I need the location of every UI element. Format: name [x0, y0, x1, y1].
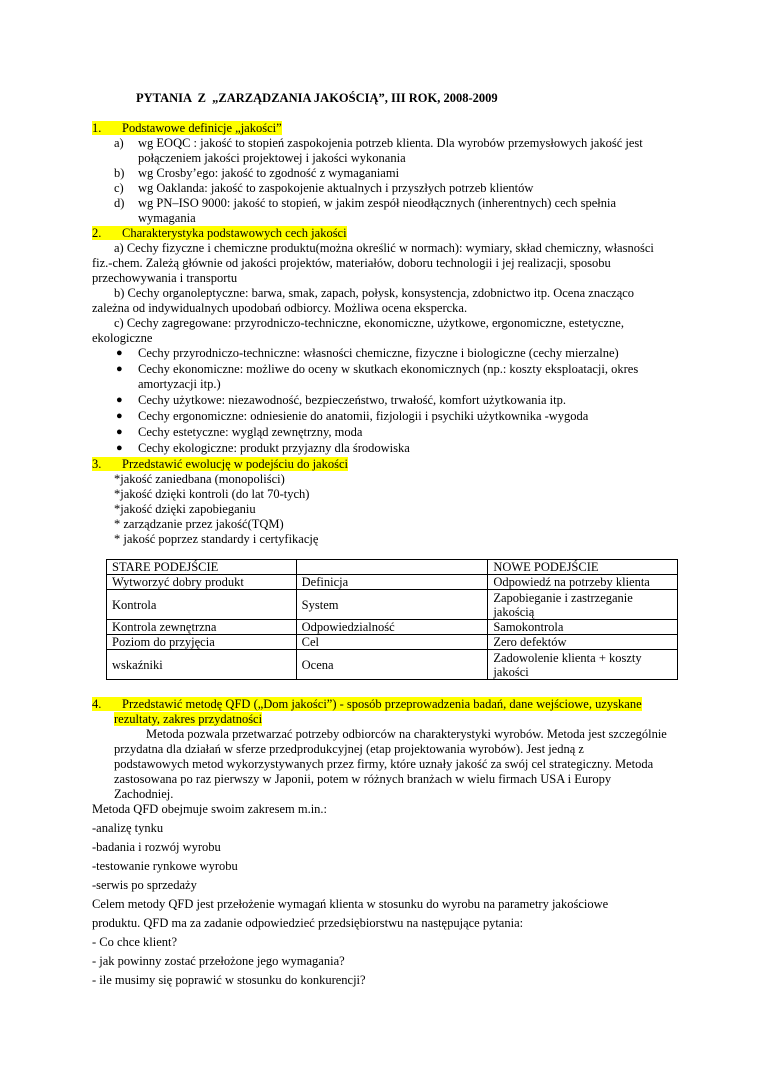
table-header-cell: NOWE PODEJŚCIE — [488, 560, 678, 575]
table-row — [107, 575, 678, 590]
s2-bullet-3: Cechy użytkowe: niezawodność, bezpieczeństwo, trwałość, komfort użytkowania itp. — [138, 393, 566, 407]
table-cell: Kontrola — [107, 590, 297, 620]
s2-a-line2: fiz.-chem. Zależą głównie od jakości projektów, materiałów, doboru technologii i jej realizacji, sposobu — [92, 256, 611, 270]
s1-item-d-line1: wg PN–ISO 9000: jakość to stopień, w jakim zespół nieodłącznych (inherentnych) cech spełnia — [138, 196, 617, 210]
s1-item-a-line1: wg EOQC : jakość to stopień zaspokojenia potrzeb klienta. Dla wyrobów przemysłowych jakość jest — [138, 136, 643, 150]
table-cell: Wytworzyć dobry produkt — [107, 575, 297, 590]
section-3-title: Przedstawić ewolucję w podejściu do jakości — [122, 457, 348, 471]
table-cell: Zadowolenie klienta + koszty jakości — [488, 650, 678, 680]
table-cell: Zero defektów — [488, 635, 678, 650]
s2-bullet-2-line1: Cechy ekonomiczne: możliwe do oceny w skutkach ekonomicznych (np.: koszty eksploatacji, okres — [138, 362, 639, 376]
table-cell: Ocena — [296, 650, 488, 680]
s4-line-9: - jak powinny zostać przełożone jego wymagania? — [92, 954, 345, 968]
s2-c-line1: c) Cechy zagregowane: przyrodniczo-techniczne, ekonomiczne, użytkowe, ergonomiczne, estetyczne, — [114, 316, 624, 330]
s4-para-line-1: Metoda pozwala przetwarzać potrzeby odbiorców na charakterystyki wyrobów. Metoda jest szczególnie — [146, 727, 667, 741]
s2-b-line1: b) Cechy organoleptyczne: barwa, smak, zapach, połysk, konsystencja, zdobnictwo itp. Ocena znacząco — [114, 286, 635, 300]
table-row — [107, 590, 678, 620]
table-cell: Kontrola zewnętrzna — [107, 620, 297, 635]
table-row — [107, 620, 678, 635]
section-3-heading — [92, 457, 348, 472]
s4-line-7: produktu. QFD ma za zadanie odpowiedzieć przedsiębiorstwu na następujące pytania: — [92, 916, 524, 930]
s1-item-d-label: d) — [114, 196, 125, 210]
s1-item-b-label: b) — [114, 166, 125, 180]
s2-bullet-4: Cechy ergonomiczne: odniesienie do anatomii, fizjologii i psychiki użytkownika -wygoda — [138, 409, 589, 423]
section-4-heading-line2 — [114, 712, 262, 727]
bullet-icon: ● — [116, 347, 123, 359]
bullet-icon: ● — [116, 442, 123, 454]
s3-line-2: *jakość dzięki kontroli (do lat 70-tych) — [114, 487, 310, 501]
s4-line-1: Metoda QFD obejmuje swoim zakresem m.in.: — [92, 802, 328, 816]
section-1-heading — [92, 121, 282, 136]
section-2-heading — [92, 226, 347, 241]
table-cell: Poziom do przyjęcia — [107, 635, 297, 650]
s2-a-line1: a) Cechy fizyczne i chemiczne produktu(można określić w normach): wymiary, skład chemiczny, własności — [114, 241, 654, 255]
section-2-title: Charakterystyka podstawowych cech jakości — [122, 226, 347, 240]
section-4-title-line1: Przedstawić metodę QFD („Dom jakości”) - sposób przeprowadzenia badań, dane wejściowe, uzyskane — [122, 697, 642, 711]
s4-line-10: - ile musimy się poprawić w stosunku do konkurencji? — [92, 973, 366, 987]
s2-a-line3: przechowywania i transportu — [92, 271, 238, 285]
s4-para-line-5: Zachodniej. — [114, 787, 174, 801]
section-1-number: 1. — [92, 121, 102, 135]
table-cell: Zapobieganie i zastrzeganie jakością — [488, 590, 678, 620]
s3-line-3: *jakość dzięki zapobieganiu — [114, 502, 256, 516]
table-header-cell: STARE PODEJŚCIE — [107, 560, 297, 575]
bullet-icon: ● — [116, 410, 123, 422]
s1-item-a-line2: połączeniem jakości projektowej i jakości wykonania — [138, 151, 406, 165]
table-cell: Definicja — [296, 575, 488, 590]
section-3-number: 3. — [92, 457, 102, 471]
section-4-title-line2: rezultaty, zakres przydatności — [114, 712, 263, 726]
section-1-title: Podstawowe definicje „jakości” — [122, 121, 282, 135]
s1-item-c-label: c) — [114, 181, 124, 195]
s1-item-c-line1: wg Oaklanda: jakość to zaspokojenie aktualnych i przyszłych potrzeb klientów — [138, 181, 534, 195]
s3-line-4: * zarządzanie przez jakość(TQM) — [114, 517, 284, 531]
s2-bullet-6: Cechy ekologiczne: produkt przyjazny dla środowiska — [138, 441, 410, 455]
s3-line-1: *jakość zaniedbana (monopoliści) — [114, 472, 285, 486]
section-2-number: 2. — [92, 226, 102, 240]
s2-c-line2: ekologiczne — [92, 331, 153, 345]
s4-para-line-2: przydatna dla działań w sferze przedprodukcyjnej (etap projektowania wyrobów). Jest jedną z — [114, 742, 584, 756]
s4-line-6: Celem metody QFD jest przełożenie wymagań klienta w stosunku do wyrobu na parametry jakościowe — [92, 897, 609, 911]
s4-line-8: - Co chce klient? — [92, 935, 178, 949]
bullet-icon: ● — [116, 363, 123, 375]
table-cell: wskaźniki — [107, 650, 297, 680]
table-cell: Odpowiedź na potrzeby klienta — [488, 575, 678, 590]
s1-item-d-line2: wymagania — [138, 211, 196, 225]
s2-bullet-5: Cechy estetyczne: wygląd zewnętrzny, moda — [138, 425, 363, 439]
s4-line-3: -badania i rozwój wyrobu — [92, 840, 221, 854]
s4-line-4: -testowanie rynkowe wyrobu — [92, 859, 238, 873]
table-header-row — [107, 560, 678, 575]
bullet-icon: ● — [116, 426, 123, 438]
s2-bullet-2-line2: amortyzacji itp.) — [138, 377, 221, 391]
comparison-table — [106, 559, 678, 680]
s2-b-line2: zależna od indywidualnych upodobań odbiorcy. Możliwa ocena ekspercka. — [92, 301, 468, 315]
s3-line-5: * jakość poprzez standardy i certyfikację — [114, 532, 319, 546]
s4-para-line-4: zastosowana po raz pierwszy w Japonii, potem w różnych branżach w wielu firmach USA i Europy — [114, 772, 612, 786]
s4-para-line-3: podstawowych metod wykorzystywanych przez firmy, które uznały jakość za swój cel strategiczny. Metoda — [114, 757, 654, 771]
section-4-number: 4. — [92, 697, 102, 711]
bullet-icon: ● — [116, 394, 123, 406]
document-title: PYTANIA Z „ZARZĄDZANIA JAKOŚCIĄ”, III ROK, 2008-2009 — [136, 91, 498, 105]
s2-bullet-1: Cechy przyrodniczo-techniczne: własności chemiczne, fizyczne i biologiczne (cechy mierzalne) — [138, 346, 619, 360]
section-4-heading — [92, 697, 642, 712]
s1-item-b-line1: wg Crosby’ego: jakość to zgodność z wymaganiami — [138, 166, 400, 180]
table-row — [107, 635, 678, 650]
s1-item-a-label: a) — [114, 136, 124, 150]
s4-line-2: -analizę tynku — [92, 821, 164, 835]
s4-line-5: -serwis po sprzedaży — [92, 878, 197, 892]
table-row — [107, 650, 678, 680]
table-cell: Samokontrola — [488, 620, 678, 635]
table-header-cell — [296, 560, 488, 575]
table-cell: System — [296, 590, 488, 620]
table-cell: Odpowiedzialność — [296, 620, 488, 635]
table-cell: Cel — [296, 635, 488, 650]
